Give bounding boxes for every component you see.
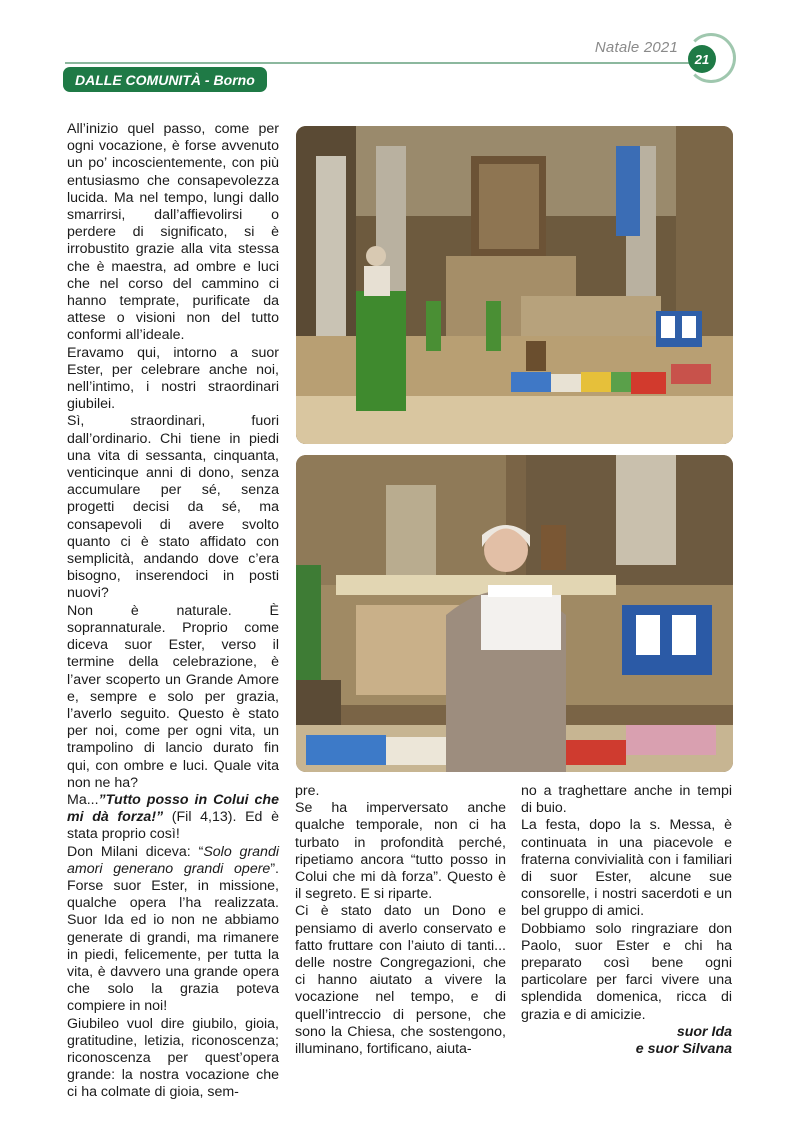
- quote: Solo grandi amori generano grandi opere: [67, 843, 279, 877]
- photo-sister-with-gift: [296, 455, 733, 772]
- paragraph: Non è naturale. È soprannaturale. Proprio come diceva suor Ester, verso il termine della celebrazione, è l’aver scoperto un Grande Amore e, sempre e solo per grazia, l’averlo seguito. Questo è stato per noi, come per ogni vita, un trampolino di lancio durato fin qui, con ombre e luci. Quale vita non ne ha?: [67, 602, 279, 791]
- signature-line: suor Ida: [676, 1023, 732, 1040]
- section-prefix: DALLE COMUNITÀ -: [75, 71, 210, 88]
- church-altar-image: [296, 126, 733, 444]
- paragraph: Dobbiamo solo ringraziare don Paolo, suor Ester e chi ha preparato così bene ogni particolare per farci vivere una splendida domenica, ricca di grazia e di amicizie.: [521, 920, 732, 1023]
- section-place: Borno: [213, 71, 255, 88]
- article-column-1: [67, 121, 279, 1102]
- paragraph: Sì, straordinari, fuori dall’ordinario. Chi tiene in piedi una vita di sessanta, cinquanta, venticinque anni di dono, senza accumulare per sé, senza progetti decisi da sé, ma consapevoli di avere svolto quanto ci è stato affidato con semplicità, andando dove c’era bisogno, inserendoci in posti nuovi?: [67, 413, 279, 602]
- header-rule: [65, 62, 693, 64]
- article-column-2: [295, 783, 506, 1058]
- text: Don Milani diceva: “: [67, 843, 204, 860]
- paragraph: pre.: [295, 783, 320, 799]
- signature-line: e suor Silvana: [635, 1041, 732, 1058]
- article-column-3: [521, 783, 732, 1058]
- section-tag: [63, 67, 267, 92]
- text: Ma...: [67, 791, 99, 808]
- page-number: 21: [688, 45, 716, 73]
- sister-gift-image: [296, 455, 733, 772]
- paragraph: [67, 844, 279, 1016]
- text: (Fil 4,13). Ed è stata proprio così!: [67, 809, 279, 843]
- paragraph: All’inizio quel passo, come per ogni vocazione, è forse avvenuto un po’ incoscientemente, con più entusiasmo che consapevolezza lucida. Ma nel tempo, lungi dallo smarrirsi, dall’affievolirsi o perdere di significato, si è irrobustito grazie alla vita stessa che è maestra, ad ombre e luci che nel corso del cammino ci hanno temprate, purificate da attese o visioni non del tutto conformi all’ideale.: [67, 121, 279, 344]
- paragraph: Ci è stato dato un Dono e pensiamo di averlo conservato e fatto fruttare con l’aiuto di tanti... delle nostre Congregazioni, che ci hanno aiutato a vivere la vocazione nel tempo, e di quell’intreccio di persone, che sono la Chiesa, che sostengono, illuminano, fortificano, aiuta-: [295, 903, 506, 1058]
- photo-church-altar: [296, 126, 733, 444]
- paragraph: no a traghettare anche in tempi di buio.: [521, 783, 732, 817]
- paragraph: La festa, dopo la s. Messa, è continuata in una piacevole e fraterna convivialità con i familiari di suor Ester, alcune sue consorelle, i nostri sacerdoti e un bel gruppo di amici.: [521, 817, 732, 920]
- paragraph: Giubileo vuol dire giubilo, gioia, gratitudine, letizia, riconoscenza; riconoscenza per quest’opera grande: la nostra vocazione che ci ha colmate di gioia, sem-: [67, 1015, 279, 1101]
- paragraph: Eravamo qui, intorno a suor Ester, per celebrare anche noi, nell’intimo, i nostri straordinari giubilei.: [67, 344, 279, 413]
- quote: ”Tutto posso in Colui che mi dà forza!”: [67, 791, 279, 826]
- paragraph: [67, 792, 279, 844]
- text: ”. Forse suor Ester, in missione, qualche opera l’ha realizzata. Suor Ida ed io non ne abbiamo generate di grandi, ma rimanere in piedi, felicemente, per tutta la vita, è davvero una grande opera che solo la grazia poteva compiere in noi!: [67, 860, 279, 1015]
- issue-title: Natale 2021: [594, 39, 678, 56]
- paragraph: Se ha imperversato anche qualche temporale, non ci ha turbato in profondità perché, ripetiamo ancora “tutto posso in Colui che mi dà forza”. Questo è il segreto. E si riparte.: [295, 800, 506, 903]
